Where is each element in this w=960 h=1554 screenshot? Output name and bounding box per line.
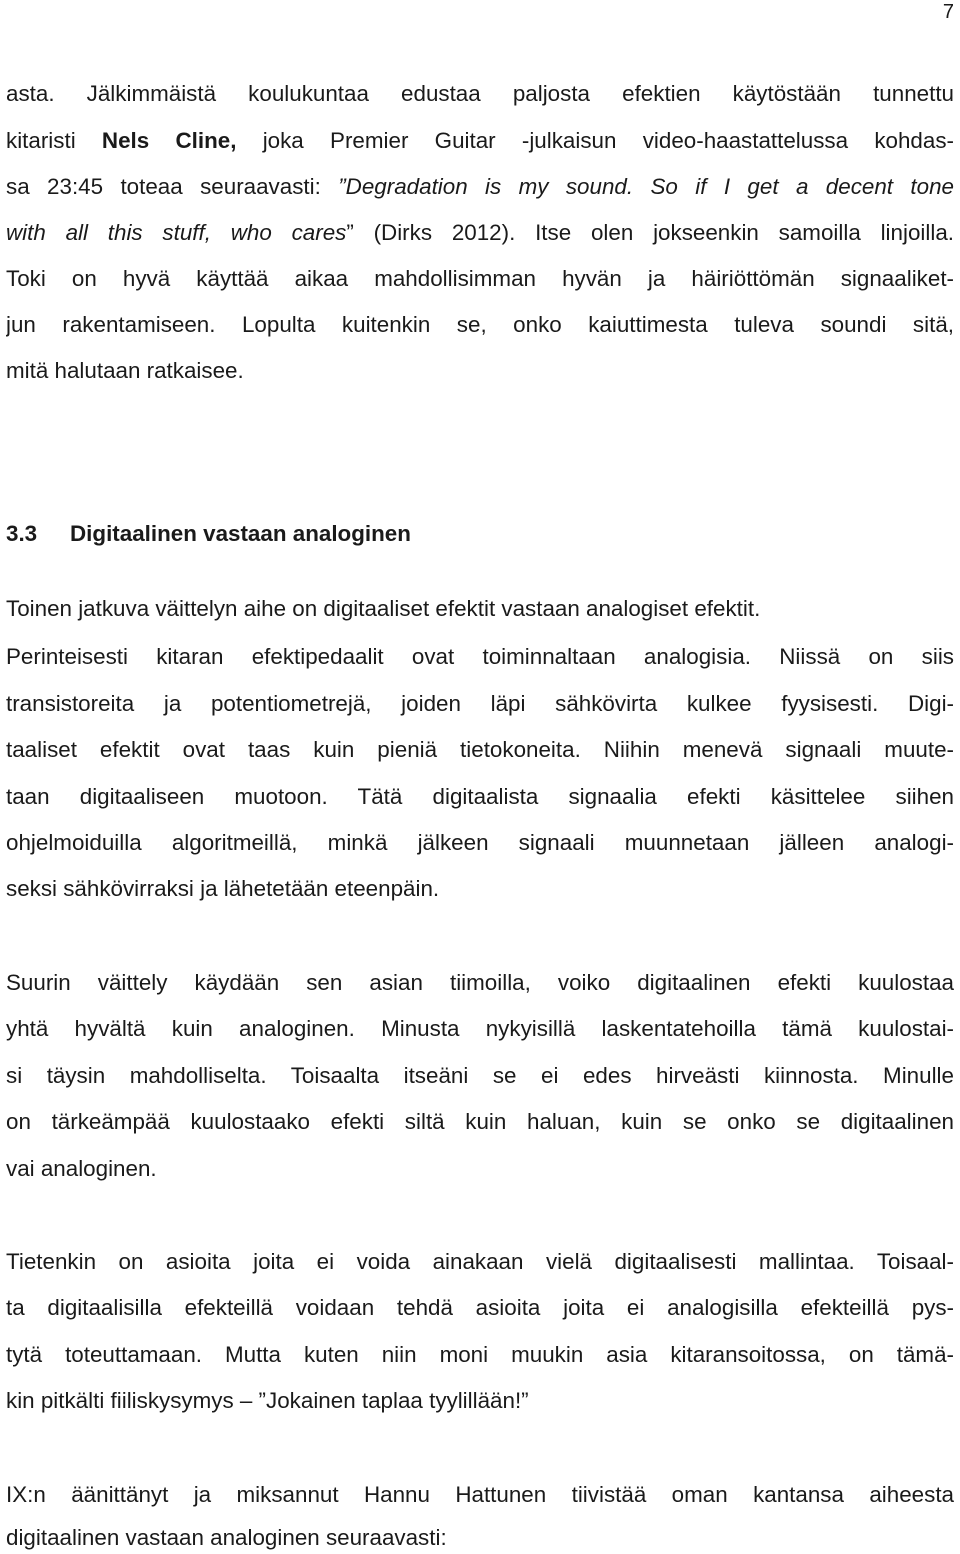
quote-text: with all this stuff, who cares	[6, 220, 347, 245]
section-heading	[6, 519, 411, 549]
para1-line-7: mitä halutaan ratkaisee.	[6, 358, 244, 383]
para3-line: si täysin mahdolliselta. Toisaalta itseäni se ei edes hirveästi kiinnosta. Minulle	[6, 1063, 954, 1088]
para2-line: Perinteisesti kitaran efektipedaalit ovat toiminnaltaan analogisia. Niissä on siis	[6, 644, 954, 669]
section-number: 3.3	[6, 521, 38, 546]
para4-line: Tietenkin on asioita joita ei voida ainakaan vielä digitaalisesti mallintaa. Toisaal-	[6, 1249, 954, 1274]
para4-line: tytä toteuttamaan. Mutta kuten niin moni muukin asia kitaransoitossa, on tämä-	[6, 1342, 954, 1367]
para3-line: on tärkeämpää kuulostaako efekti siltä kuin haluan, kuin se onko se digitaalinen	[6, 1109, 954, 1134]
para3-line: vai analoginen.	[6, 1156, 157, 1181]
para2-line: Toinen jatkuva väittelyn aihe on digitaaliset efektit vastaan analogiset efektit.	[6, 596, 761, 621]
para4-line: ta digitaalisilla efekteillä voidaan tehdä asioita joita ei analogisilla efekteillä pys-	[6, 1295, 954, 1320]
para2-line: taan digitaaliseen muotoon. Tätä digitaalista signaalia efekti käsittelee siihen	[6, 784, 954, 809]
para3-line: yhtä hyvältä kuin analoginen. Minusta nykyisillä laskentatehoilla tämä kuulostai-	[6, 1016, 954, 1041]
para1-line-2: kitaristi Nels Cline, joka Premier Guitar -julkaisun video-haastattelussa kohdas-	[6, 128, 954, 153]
para3-line: Suurin väittely käydään sen asian tiimoilla, voiko digitaalinen efekti kuulostaa	[6, 970, 954, 995]
para1-line-5: Toki on hyvä käyttää aikaa mahdollisimman hyvän ja häiriöttömän signaaliket-	[6, 266, 954, 291]
artist-name: Nels Cline,	[101, 128, 237, 153]
quote-text: ”Degradation is my sound. So if I get a decent tone	[338, 174, 954, 199]
para2-line: seksi sähkövirraksi ja lähetetään eteenpäin.	[6, 876, 440, 901]
para1-line-1: asta. Jälkimmäistä koulukuntaa edustaa paljosta efektien käytöstään tunnettu	[6, 81, 954, 106]
para1-line-4: with all this stuff, who cares” (Dirks 2012). Itse olen jokseenkin samoilla linjoilla.	[6, 220, 954, 245]
para5-line: IX:n äänittänyt ja miksannut Hannu Hattunen tiivistää oman kantansa aiheesta	[6, 1482, 954, 1507]
para2-line: ohjelmoiduilla algoritmeillä, minkä jälkeen signaali muunnetaan jälleen analogi-	[6, 830, 954, 855]
page-number: 7	[942, 1, 954, 23]
section-title: Digitaalinen vastaan analoginen	[70, 521, 411, 546]
para4-line: kin pitkälti fiiliskysymys – ”Jokainen taplaa tyylillään!”	[6, 1388, 529, 1413]
para1-line-3: sa 23:45 toteaa seuraavasti: ”Degradation is my sound. So if I get a decent tone	[6, 174, 954, 199]
para2-line: transistoreita ja potentiometrejä, joiden läpi sähkövirta kulkee fyysisesti. Digi-	[6, 691, 954, 716]
para5-line: digitaalinen vastaan analoginen seuraavasti:	[6, 1525, 447, 1550]
para1-line-6: jun rakentamiseen. Lopulta kuitenkin se, onko kaiuttimesta tuleva soundi sitä,	[6, 312, 954, 337]
para2-line: taaliset efektit ovat taas kuin pieniä tietokoneita. Niihin menevä signaali muute-	[6, 737, 954, 762]
